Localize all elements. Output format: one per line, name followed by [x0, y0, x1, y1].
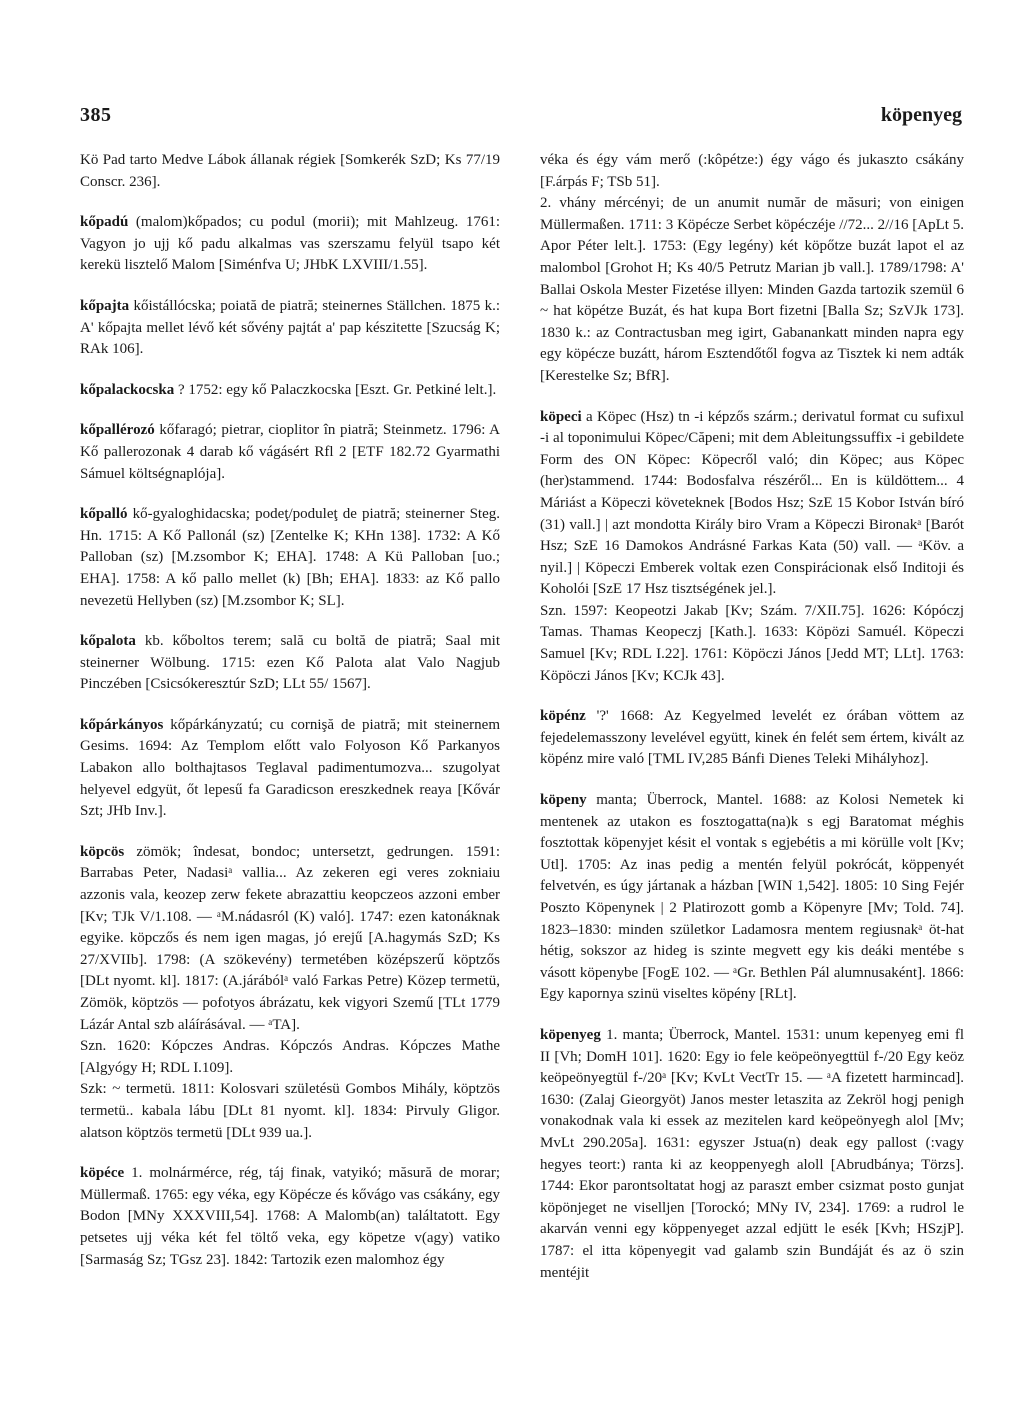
entry-text: véka és égy vám merő (:kôpétze:) égy vágo és jukaszto csákány [F.árpás F; TSb 51].: [540, 152, 964, 190]
headword: köpénz: [540, 708, 586, 725]
entry-paragraph: [80, 1163, 500, 1271]
dictionary-entry: [540, 150, 964, 388]
entry-paragraph: [540, 193, 964, 387]
entry-paragraph: [80, 212, 500, 277]
entry-text: Kö Pad tarto Medve Lábok állanak régiek [Somkerék SzD; Ks 77/19 Conscr. 236].: [80, 152, 500, 190]
dictionary-entry: [80, 504, 500, 612]
entry-text: zömök; îndesat, bondoc; untersetzt, gedrungen. 1591: Barrabas Peter, Nadasiᵃ vallia... Az zekeren egi veres zokniaiu azzonis vala, keozep zerw fekete abrazattiu keopczeos azzoni ember [Kv; TJk V/1.108. — ᵃM.nádasról (K) való]. 1747: ezen katonáknak egyike. köpczős és nem igen magas, jó erejű [A.hagymás SzD; Ks 27/XVIIb]. 1798: (A szökevény) termetében középszerű köptzős [DLt nyomt. kl]. 1817: (A.járábólᵃ való Farkas Petre) Közep termetü, Zömök, köptzös — pofotyos ábrázatu, kek vigyori Szemű [TLt 1779 Lázár Antal szb aláírásával. — ᵃTA].: [80, 843, 500, 1033]
entry-paragraph: [540, 706, 964, 771]
entry-text: 1. manta; Überrock, Mantel. 1531: unum kepenyeg emi fl II [Vh; DomH 101]. 1620: Egy io fele keöpeönyegttül f-/20 Egy keöz keöpeönyegtül f-/20ᵃ [Kv; KvLt VectTr 15. — ᵃA fizetett harmincad]. 1630: (Zalaj Gieorgyöt) Janos mester letaszita az Zekröl hogj penigh vonakodnak vala ki essek az mezitelen kard keöpeönyegh alol [Mv; MvLt 290.205a]. 1631: egyszer Jstua(n) deak egy pallost (:vagy hegyes teort:) ranta ki az keoppenyegh aloll [Abrudbánya; Törzs]. 1744: Ekor parontsoltatat hogj az paraszt ember csizmat posto gunjat köpönjeget ne viselljen [Torockó; MNy IV, 234]. 1769: a rudrol le akarván venni egy köppenyeget azzal edjütt le esék [Kvh; HSzjP]. 1787: el itta köpenyegit vad galamb szin Bundáját és az ö szin mentéjit: [540, 1026, 964, 1281]
entry-text: manta; Überrock, Mantel. 1688: az Kolosi Nemetek ki mentenek az utakon es fosztogatta(na)k s egj Baratomat méghis fosztottak köpenyjet késit el vontak s egjebétis a mi körülle volt [Kv; Utl]. 1705: Az inas pedig a mentén felyül pokrócát, köppenyét felvetvén, es úgy jártanak a házban [WIN 1,542]. 1805: 10 Sing Fejér Poszto Köpenynek | 2 Platirozott gomb a Köpenyre [Mv; Told. 74]. 1823–1830: minden születkor Ladamosra mentem regiusnakᵃ öt-hat hétig, sokszor az hideg is szinte megvett egy kis deáki mentébe s vásott köpenybe [FogE 102. — ᵃGr. Bethlen Pál alumnusaként]. 1866: Egy kapornya szinü viseltes köpény [RLt].: [540, 792, 964, 1003]
entry-paragraph: [80, 715, 500, 823]
headword: kőpárkányos: [80, 716, 164, 733]
entry-text: (malom)kőpados; cu podul (morii); mit Mahlzeug. 1761: Vagyon jo ujj kő padu alkalmas vas szerszamu felyül tsapo két kerekü lisztelő Malom [Siménfva U; JHbK LXVIII/1.55].: [80, 214, 500, 274]
dictionary-entry: [80, 1163, 500, 1271]
entry-text: ? 1752: egy kő Palaczkocska [Eszt. Gr. Petkiné lelt.].: [174, 381, 497, 398]
entry-text: '?' 1668: Az Kegyelmed levelét ez órában vöttem az fejedelemasszony levelével együtt, kinek én felét sem értem, kivált az köpénz mire való [TML IV,285 Bánfi Dienes Teleki Mihályhoz].: [540, 708, 964, 768]
headword: kőpalota: [80, 633, 136, 650]
headword: kőpallérozó: [80, 422, 155, 439]
entry-paragraph: [80, 631, 500, 696]
entry-text: 1. molnármérce, rég, táj finak, vatyikó; măsură de morar; Müllermaß. 1765: egy véka, egy Köpécze és kővágo vas csákány, egy Bodon [MNy XXXVIII,54]. 1768: A Malomb(an) találtatott. Egy petsetes ujj véka két fel töltő veka, egy köpetze v(agy) vatiko [Sarmaság Sz; TGsz 23]. 1842: Tartozik ezen malomhoz égy: [80, 1165, 500, 1268]
headword: kőpadú: [80, 214, 129, 231]
entry-paragraph: [540, 790, 964, 1006]
entry-paragraph: [80, 842, 500, 1036]
entry-paragraph: [80, 1036, 500, 1079]
entry-text: a Köpec (Hsz) tn -i képzős szárm.; derivatul format cu sufixul -i al toponimului Köpec/Căpeni; mit dem Ableitungssuffix -i gebildete Form des ON Köpec: Köpecről való; din Köpec; aus Köpec (her)stammend. 1744: Bodosfalva részéről... En is küldöttem... 4 Máriást a Köpeczi követeknek [Bodos Hsz; SzE 15 Kobor István bíró (31) vall.] | azt mondotta Király biro Vram a Köpeczi Bironakᵃ [Barót Hsz; SzE 16 Damokos Andrásné Farkas Kata (50) vall. — ᵃKöv. a nyil.] | Köpeczi Emberek voltak ezen Conspirácionak első Inditoji és Koholói [SzE 17 Hsz tisztségének jel.].: [540, 408, 964, 598]
running-head: köpenyeg: [880, 104, 962, 126]
entry-paragraph: [80, 380, 500, 402]
dictionary-entry: [540, 1025, 964, 1284]
entry-text: Szn. 1597: Keopeotzi Jakab [Kv; Szám. 7/XII.75]. 1626: Kópóczj Tamas. Thamas Keopeczj [Kath.]. 1633: Köpözi Samuél. Köpeczi Samuel [Kv; RDL I.22]. 1761: Köpöczi János [Jedd MT; LLt]. 1763: Köpöczi János [Kv; KCJk 43].: [540, 602, 964, 684]
dictionary-entry: [80, 842, 500, 1144]
dictionary-entry: [540, 407, 964, 688]
dictionary-entry: [80, 380, 500, 402]
entry-paragraph: [540, 150, 964, 193]
left-column: [80, 150, 500, 1290]
headword: köpéce: [80, 1165, 125, 1182]
entry-text: kőpárkányzatú; cu cornişă de piatră; mit steinernem Gesims. 1694: Az Templom előtt valo Folyoson Kő Parkanyos Labakon allo bolthajtasos Teglaval padimentumozva... szugolyat helyevel edgyüt, őt lepesű fa Garadicson ereszkednek reaya [Kővár Szt; JHb Inv.].: [80, 716, 500, 820]
right-column: [540, 150, 964, 1303]
entry-text: kőfaragó; pietrar, cioplitor în piatră; Steinmetz. 1796: A Kő pallerozonak 4 darab kő vágásért Rfl 2 [ETF 182.72 Gyarmathi Sámuel költségnaplója].: [80, 422, 500, 482]
entry-paragraph: [540, 1025, 964, 1284]
dictionary-entry: [80, 212, 500, 277]
dictionary-entry: [80, 296, 500, 361]
dictionary-entry: [540, 706, 964, 771]
headword: kőpajta: [80, 297, 130, 314]
entry-paragraph: [80, 504, 500, 612]
dictionary-entry: [80, 420, 500, 485]
dictionary-entry: [80, 150, 500, 193]
headword: köpcös: [80, 843, 125, 860]
dictionary-entry: [80, 715, 500, 823]
headword: kőpalackocska: [80, 381, 175, 398]
dictionary-entry: [540, 790, 964, 1006]
entry-paragraph: [80, 1079, 500, 1144]
dictionary-entry: [80, 631, 500, 696]
headword: köpeny: [540, 792, 587, 809]
entry-paragraph: [540, 407, 964, 601]
entry-paragraph: [80, 150, 500, 193]
entry-text: Szn. 1620: Kópczes Andras. Kópczós Andras. Kópczes Mathe [Algyógy H; RDL I.109].: [80, 1038, 500, 1076]
entry-paragraph: [80, 296, 500, 361]
entry-text: Szk: ~ termetü. 1811: Kolosvari születésü Gombos Mihály, köptzös termetü.. kabala lábu [DLt 81 nyomt. kl]. 1834: Pirvuly Gligor. alatson köptzös termetü [DLt 939 ua.].: [80, 1081, 500, 1141]
entry-paragraph: [540, 601, 964, 687]
entry-text: kb. kőboltos terem; sală cu boltă de piatră; Saal mit steinerner Wölbung. 1715: ezen Kő Palota alat Valo Nagjub Pinczében [Csicsókeresztúr SzD; LLt 55/ 1567].: [80, 633, 500, 693]
entry-text: kő-gyaloghidacska; podeţ/poduleţ de piatră; steinerner Steg. Hn. 1715: A Kő Pallonál (sz) [Zentelke K; KHn 138]. 1732: A Kő Palloban (sz) [M.zsombor K; EHA]. 1748: A Kü Palloban [uo.; EHA]. 1758: A kő pallo mellet (k) [Bh; EHA]. 1833: az Kő pallo nevezetü Hellyben (sz) [M.zsombor K; SL].: [80, 506, 500, 609]
entry-text: 2. vhány mércényi; de un anumit număr de măsuri; von einigen Müllermaßen. 1711: 3 Köpécze Serbet köpéczéje //72... 2//16 [ApLt 5. Apor Péter lelt.]. 1753: (Egy legény) két köpőtze buzát lapot el az malombol [Grohot H; Ks 40/5 Petrutz Marian jb vall.]. 1789/1798: A' Ballai Oskola Mester Fizetése illyen: Minden Gazda tartozik szemül 6 ~ hat köpétze Buzát, és hat kupa Bort fizetni [Balla Sz; SzVJk 173]. 1830 k.: az Contractusban meg igirt, Gabanankatt minden napra egy egy köpécze buzátt, három Esztendőtől fogva az Tisztek ki nem adták [Kerestelke Sz; BfR].: [540, 195, 964, 384]
headword: köpeci: [540, 408, 582, 425]
entry-paragraph: [80, 420, 500, 485]
entry-text: kőistállócska; poiată de piatră; steinernes Ställchen. 1875 k.: A' kőpajta mellet lévő két sővény pajtát a' pap készitette [Szucság K; RAk 106].: [80, 297, 500, 358]
headword: kőpalló: [80, 506, 128, 523]
page-number: 385: [80, 104, 112, 126]
headword: köpenyeg: [540, 1026, 601, 1043]
